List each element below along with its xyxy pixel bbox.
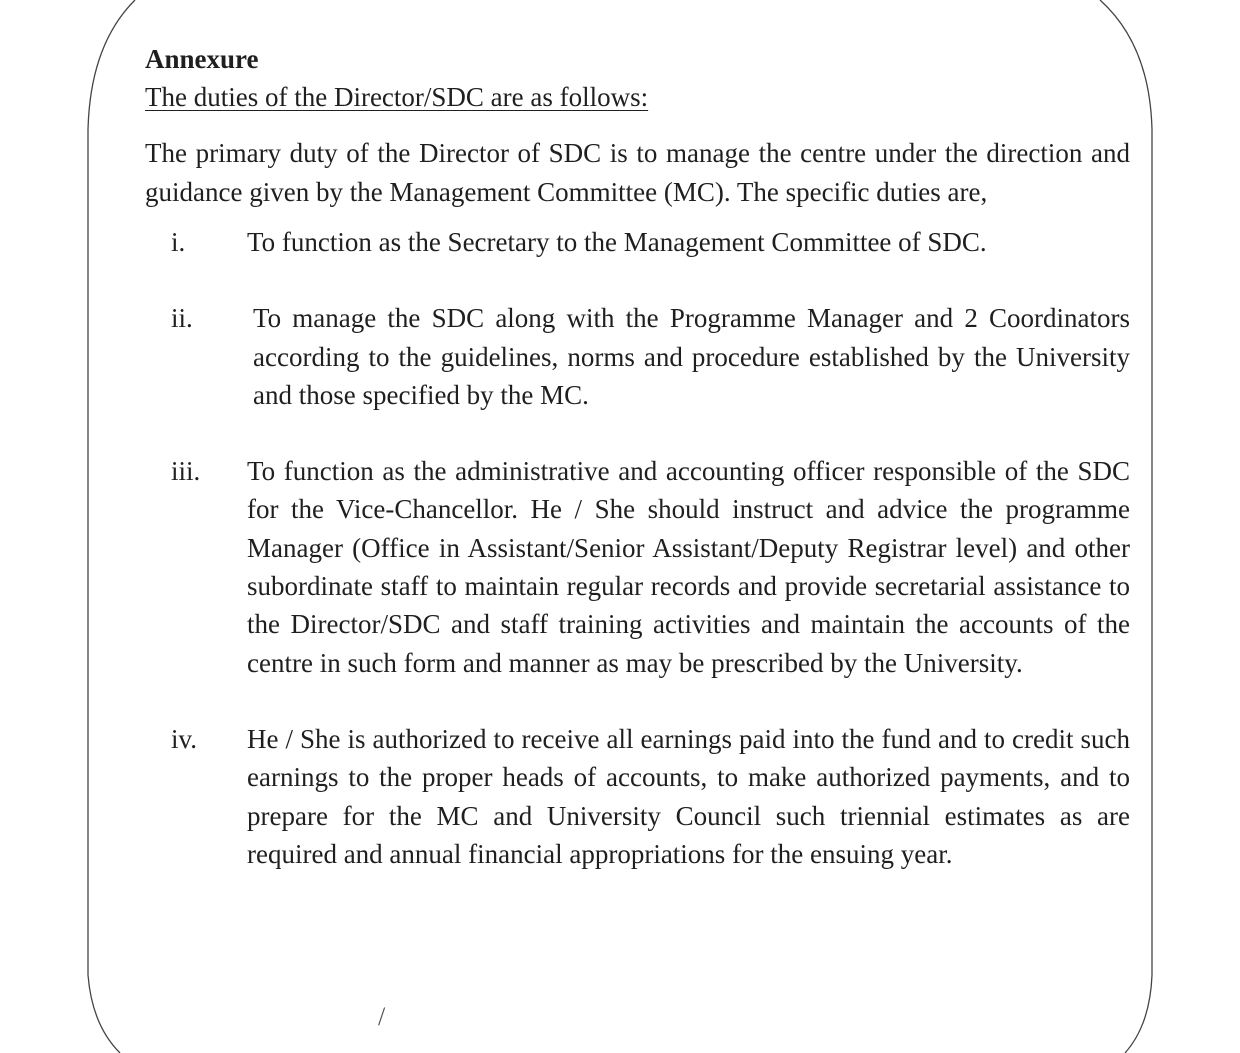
duty-number: iv.: [171, 723, 197, 754]
duty-item-2: [145, 299, 1130, 414]
duty-number: i.: [171, 227, 186, 257]
duty-text: To function as the Secretary to the Management Committee of SDC.: [247, 227, 987, 257]
document-body: [145, 40, 1130, 873]
duty-text: To function as the administrative and accounting officer responsible of the SDC for the Vice-Chancellor. He / She should instruct and advice the programme Manager (Office in Assistant/Senior Assistant/Deputy Registrar level) and other subordinate staff to maintain regular records and provide secretarial assistance to the Director/SDC and staff training activities and maintain the accounts of the centre in such form and manner as may be prescribed by the University.: [247, 456, 1130, 678]
duty-text: To manage the SDC along with the Programme Manager and 2 Coordinators according to the guidelines, norms and procedure established by the University and those specified by the MC.: [253, 303, 1130, 410]
intro-paragraph: The primary duty of the Director of SDC is to manage the centre under the direction and guidance given by the Management Committee (MC). The specific duties are,: [145, 138, 1130, 207]
duties-list: [145, 223, 1130, 873]
duties-subheading: The duties of the Director/SDC are as follows:: [145, 82, 649, 112]
duty-number: iii.: [171, 456, 201, 487]
duty-item-3: [145, 452, 1130, 682]
duty-item-4: [145, 720, 1130, 873]
annexure-heading: Annexure: [145, 44, 259, 74]
scan-artifact-mark: /: [378, 1002, 386, 1031]
duty-item-1: [145, 223, 1130, 261]
duty-text: He / She is authorized to receive all earnings paid into the fund and to credit such earnings to the proper heads of accounts, to make authorized payments, and to prepare for the MC and University Council such triennial estimates as are required and annual financial appropriations for the ensuing year.: [247, 723, 1130, 869]
duty-number: ii.: [171, 303, 193, 334]
